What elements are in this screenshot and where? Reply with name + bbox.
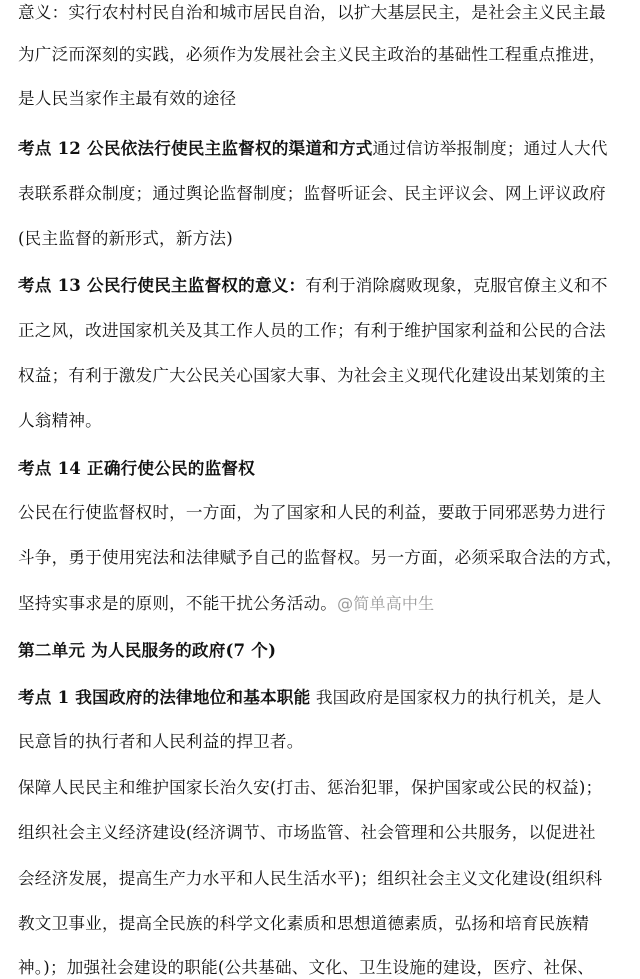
paragraph-line: (民主监督的新形式，新方法) [18, 229, 233, 248]
paragraph-text: 坚持实事求是的原则，不能干扰公务活动。 [18, 594, 338, 613]
paragraph-line: 权益；有利于激发广大公民关心国家大事、为社会主义现代化建设出某划策的主 [18, 366, 606, 385]
watermark: @简单高中生 [337, 594, 435, 613]
section-line [18, 274, 630, 297]
paragraph-line [18, 593, 630, 615]
section-text: 我国政府是国家权力的执行机关，是人 [310, 688, 602, 707]
paragraph-line: 公民在行使监督权时，一方面，为了国家和人民的利益，要敢于同邪恶势力进行 [18, 503, 606, 522]
unit-heading: 第二单元 为人民服务的政府(7 个) [18, 640, 277, 660]
paragraph-line: 表联系群众制度；通过舆论监督制度；监督听证会、民主评议会、网上评议政府 [18, 184, 606, 203]
paragraph-line: 保障人民民主和维护国家长治久安(打击、惩治犯罪，保护国家或公民的权益)； [18, 778, 603, 797]
paragraph-line: 斗争，勇于使用宪法和法律赋予自己的监督权。另一方面，必须采取合法的方式， [18, 548, 623, 567]
paragraph-line: 组织社会主义经济建设(经济调节、市场监管、社会管理和公共服务，以促进社 [18, 823, 596, 842]
section-line [18, 686, 630, 709]
section-text: 通过信访举报制度；通过人大代 [372, 139, 608, 158]
paragraph-line: 为广泛而深刻的实践，必须作为发展社会主义民主政治的基础性工程重点推进， [18, 45, 606, 64]
section-heading-k12: 考点 12 公民依法行使民主监督权的渠道和方式 [18, 138, 373, 158]
paragraph-line: 神。)；加强社会建设的职能(公共基础、文化、卫生设施的建设，医疗、社保、 [18, 958, 595, 977]
paragraph-line: 是人民当家作主最有效的途径 [18, 89, 237, 108]
section-heading-k14: 考点 14 正确行使公民的监督权 [18, 458, 255, 478]
paragraph-line: 意义：实行农村村民自治和城市居民自治，以扩大基层民主，是社会主义民主最 [18, 3, 606, 22]
section-heading-k13: 考点 13 公民行使民主监督权的意义： [18, 275, 306, 295]
section-heading-k1: 考点 1 我国政府的法律地位和基本职能 [18, 687, 311, 707]
paragraph-line: 会经济发展，提高生产力水平和人民生活水平)；组织社会主义文化建设(组织科 [18, 869, 603, 888]
paragraph-line: 正之风，改进国家机关及其工作人员的工作；有利于维护国家利益和公民的合法 [18, 321, 606, 340]
paragraph-line: 教文卫事业，提高全民族的科学文化素质和思想道德素质，弘扬和培育民族精 [18, 914, 589, 933]
paragraph-line: 民意旨的执行者和人民利益的捍卫者。 [18, 732, 304, 751]
section-text: 有利于消除腐败现象，克服官僚主义和不 [305, 276, 608, 295]
section-line [18, 137, 630, 160]
paragraph-line: 人翁精神。 [18, 411, 102, 430]
